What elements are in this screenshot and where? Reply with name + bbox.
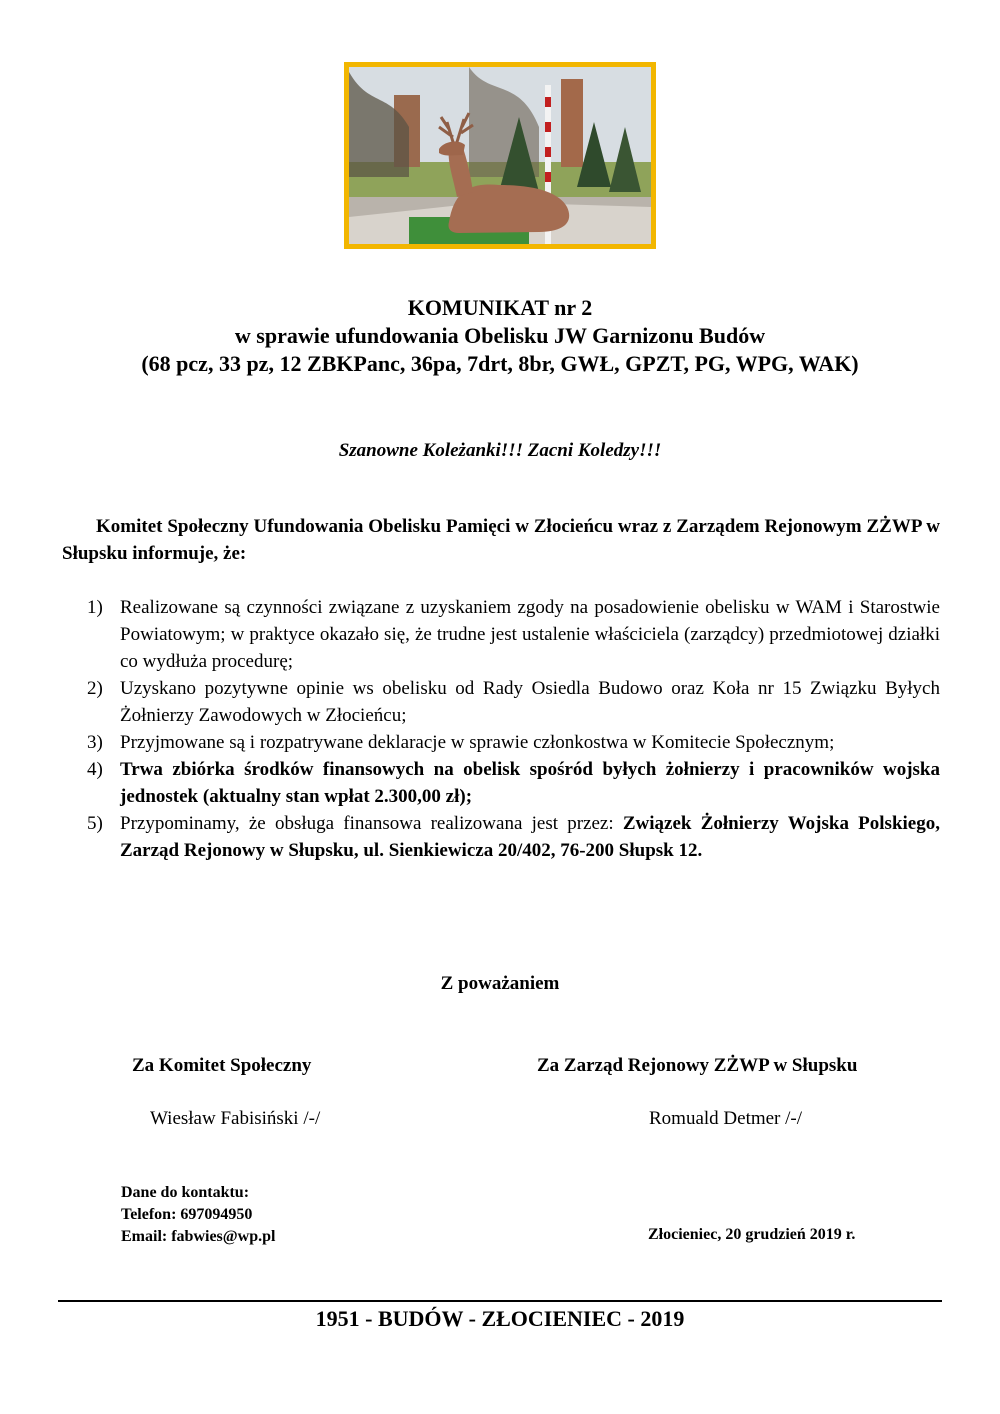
contact-block [121, 1182, 275, 1248]
list-item-text-bold: Związek Żołnierzy Wojska Polskiego, Zarząd Rejonowy w Słupsku, ul. Sienkiewicza 20/402, 76-200 Słupsk 12. [120, 813, 940, 861]
list-item-text: Trwa zbiórka środków finansowych na obelisk spośród byłych żołnierzy i pracowników wojska jednostek (aktualny stan wpłat 2.300,00 zł); [120, 759, 940, 807]
intro-paragraph: Komitet Społeczny Ufundowania Obelisku Pamięci w Złocieńcu wraz z Zarządem Rejonowym ZŻWP w Słupsku informuje, że: [62, 516, 940, 564]
list-item-text: Uzyskano pozytywne opinie ws obelisku od Rady Osiedla Budowo oraz Koła nr 15 Związku Byłych Żołnierzy Zawodowych w Złocieńcu; [120, 678, 940, 726]
list-item-number: 3) [87, 732, 103, 753]
contact-email: Email: fabwies@wp.pl [121, 1228, 276, 1245]
signature-right-name: Romuald Detmer /-/ [649, 1108, 803, 1129]
footer-divider [58, 1300, 942, 1302]
title-line-1: KOMUNIKAT nr 2 [407, 295, 593, 320]
list-item [87, 756, 940, 810]
list-item-number: 5) [87, 813, 103, 834]
contact-phone: Telefon: 697094950 [121, 1206, 253, 1223]
title-line-2: w sprawie ufundowania Obelisku JW Garnizonu Budów [234, 323, 766, 348]
contact-heading: Dane do kontaktu: [121, 1184, 250, 1201]
greeting: Szanowne Koleżanki!!! Zacni Koledzy!!! [338, 440, 662, 461]
list-item [87, 810, 940, 864]
list-item-number: 1) [87, 597, 103, 618]
list-item [87, 729, 940, 756]
list-item-text: Przypominamy, że obsługa finansowa realizowana jest przez: [120, 813, 623, 834]
list-item-number: 2) [87, 678, 103, 699]
points-list [87, 594, 940, 864]
footer-text: 1951 - BUDÓW - ZŁOCIENIEC - 2019 [315, 1306, 685, 1331]
signature-right-title: Za Zarząd Rejonowy ZŻWP w Słupsku [537, 1055, 858, 1076]
list-item-text: Realizowane są czynności związane z uzyskaniem zgody na posadowienie obelisku w WAM i Starostwie Powiatowym; w praktyce okazało się, że trudne jest ustalenie właściciela (zarządcy) przedmiotowej działki co wydłuża procedurę; [120, 597, 940, 672]
list-item-text: Przyjmowane są i rozpatrywane deklaracje w sprawie członkostwa w Komitecie Społecznym; [120, 732, 835, 753]
document-title [0, 294, 1000, 378]
list-item [87, 594, 940, 675]
list-item-number: 4) [87, 759, 103, 780]
list-item [87, 675, 940, 729]
header-photo [344, 62, 656, 249]
signature-left-name: Wiesław Fabisiński /-/ [150, 1108, 321, 1129]
closing-regards: Z poważaniem [440, 973, 560, 994]
signature-left-title: Za Komitet Społeczny [132, 1055, 312, 1076]
title-line-3: (68 pcz, 33 pz, 12 ZBKPanc, 36pa, 7drt, 8br, GWŁ, GPZT, PG, WPG, WAK) [141, 351, 859, 376]
deer-statue-photo [349, 67, 651, 244]
date-place: Złocieniec, 20 grudzień 2019 r. [648, 1226, 856, 1243]
